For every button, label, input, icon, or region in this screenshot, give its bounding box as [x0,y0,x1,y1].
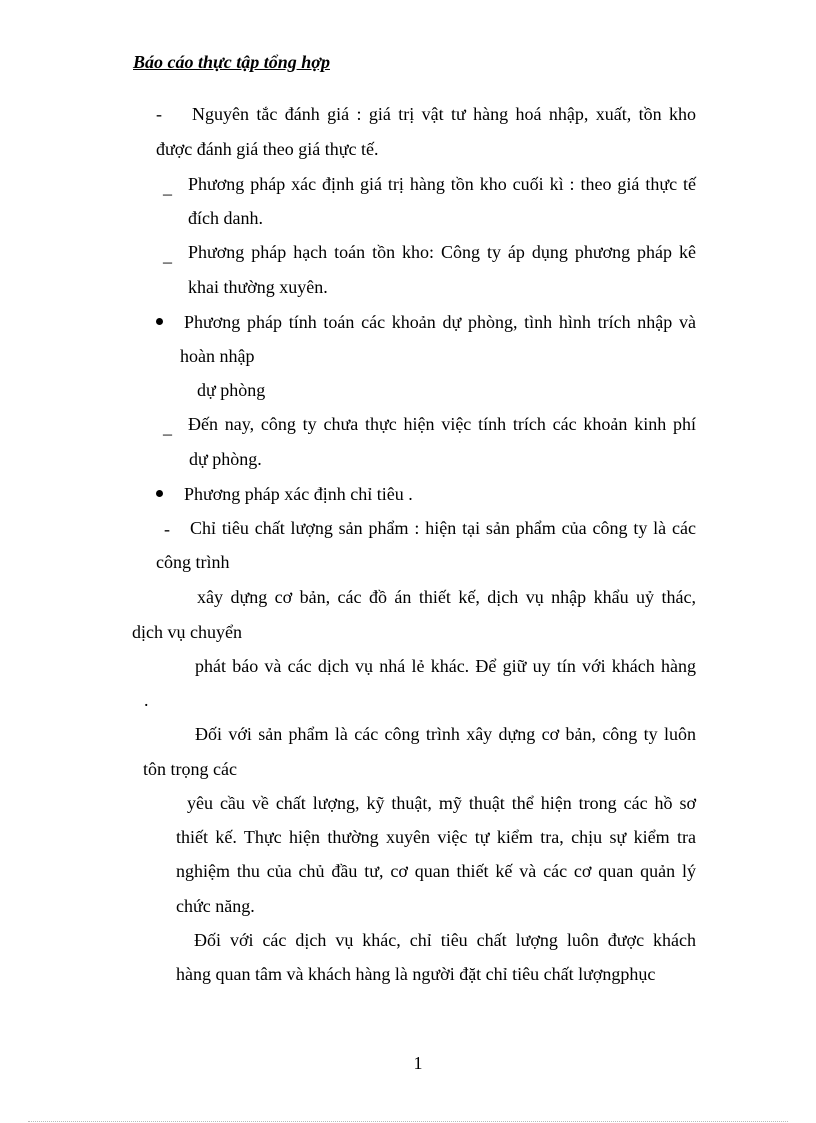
dash-marker: - [156,104,162,124]
text-line: phát báo và các dịch vụ nhá lẻ khác. Để giữ uy tín với khách hàng [195,656,696,676]
text-line: hoàn nhập [180,346,255,366]
text-line: tôn trọng các [143,759,237,779]
text-line: khai thường xuyên. [188,277,328,297]
bullet-icon [156,318,163,325]
text-line: dịch vụ chuyển [132,622,242,642]
text-line: Phương pháp hạch toán tồn kho: Công ty áp dụng phương pháp kê [188,242,696,262]
text-line: đích danh. [188,208,263,228]
page-number: 1 [413,1053,423,1073]
text-line: Đối với các dịch vụ khác, chỉ tiêu chất lượng luôn được khách [194,930,696,950]
document-header: Báo cáo thực tập tổng hợp [133,52,330,72]
text-line: thiết kế. Thực hiện thường xuyên việc tự kiểm tra, chịu sự kiểm tra [176,827,696,847]
text-line: chức năng. [176,896,255,916]
text-line: Chỉ tiêu chất lượng sản phẩm : hiện tại sản phẩm của công ty là các [190,518,696,538]
dash-marker: _ [163,177,172,197]
text-line: Đối với sản phẩm là các công trình xây dựng cơ bản, công ty luôn [195,724,696,744]
text-line: Phương pháp tính toán các khoản dự phòng, tình hình trích nhập và [184,312,696,332]
text-line: Đến nay, công ty chưa thực hiện việc tính trích các khoản kinh phí [188,414,696,434]
text-line: hàng quan tâm và khách hàng là người đặt chỉ tiêu chất lượngphục [176,964,656,984]
dash-marker: _ [163,245,172,265]
text-line: dự phòng. [189,449,262,469]
text-line: . [144,690,149,710]
bullet-icon [156,490,163,497]
text-line: công trình [156,552,230,572]
text-line: yêu cầu về chất lượng, kỹ thuật, mỹ thuật thể hiện trong các hồ sơ [187,793,696,813]
text-line: Phương pháp xác định giá trị hàng tồn kho cuối kì : theo giá thực tế [188,174,696,194]
dash-marker: - [164,519,170,539]
text-line: dự phòng [197,380,266,400]
page-bottom-divider [28,1121,788,1122]
text-line: Phương pháp xác định chỉ tiêu . [184,484,413,504]
text-line: được đánh giá theo giá thực tế. [156,139,379,159]
text-line: Nguyên tắc đánh giá : giá trị vật tư hàng hoá nhập, xuất, tồn kho [192,104,696,124]
text-line: xây dựng cơ bản, các đồ án thiết kế, dịch vụ nhập khẩu uỷ thác, [197,587,696,607]
text-line: nghiệm thu của chủ đầu tư, cơ quan thiết kế và các cơ quan quản lý [176,861,696,881]
dash-marker: _ [163,417,172,437]
